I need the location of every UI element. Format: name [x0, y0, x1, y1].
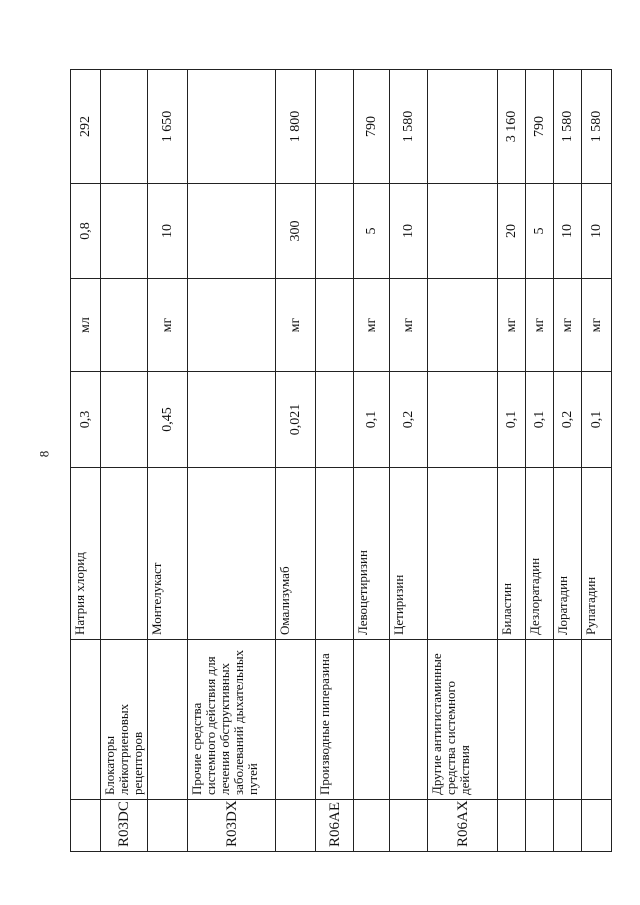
drug-name-cell: Монтелукаст: [148, 468, 188, 640]
price-cell: [188, 70, 276, 184]
atc-code-cell: [71, 800, 101, 852]
table-row: [101, 70, 148, 852]
drug-name-cell: [428, 468, 498, 640]
atc-code-cell: [390, 800, 428, 852]
quantity-cell: 10: [582, 184, 612, 279]
price-cell: [428, 70, 498, 184]
price-cell: [101, 70, 148, 184]
group-cell: [390, 640, 428, 800]
quantity-cell: 300: [276, 184, 316, 279]
dose-cell: 0,1: [498, 372, 526, 468]
unit-cell: мг: [390, 279, 428, 372]
group-cell: [498, 640, 526, 800]
quantity-cell: 10: [148, 184, 188, 279]
unit-cell: мг: [276, 279, 316, 372]
group-cell: [582, 640, 612, 800]
drug-name-cell: [316, 468, 354, 640]
unit-cell: мг: [526, 279, 554, 372]
table-row: [582, 70, 612, 852]
table-row: [71, 70, 101, 852]
dose-cell: [188, 372, 276, 468]
dose-cell: 0,1: [582, 372, 612, 468]
quantity-cell: [316, 184, 354, 279]
rotated-container: [70, 70, 604, 852]
drug-name-cell: Дезлоратадин: [526, 468, 554, 640]
atc-code-cell: [498, 800, 526, 852]
dose-cell: 0,1: [526, 372, 554, 468]
price-cell: [316, 70, 354, 184]
unit-cell: [316, 279, 354, 372]
group-cell: Производные пиперазина: [316, 640, 354, 800]
drug-table: [70, 69, 612, 852]
price-cell: 292: [71, 70, 101, 184]
drug-name-cell: Цетиризин: [390, 468, 428, 640]
group-cell: [354, 640, 390, 800]
price-cell: 790: [354, 70, 390, 184]
price-cell: 1 580: [390, 70, 428, 184]
table-row: [526, 70, 554, 852]
atc-code-cell: [276, 800, 316, 852]
quantity-cell: 20: [498, 184, 526, 279]
table-row: [354, 70, 390, 852]
atc-code-cell: R06AE: [316, 800, 354, 852]
table-wrapper: [70, 70, 604, 852]
table-row: [498, 70, 526, 852]
dose-cell: [101, 372, 148, 468]
atc-code-cell: [526, 800, 554, 852]
table-row: [390, 70, 428, 852]
unit-cell: мг: [582, 279, 612, 372]
table-row: [148, 70, 188, 852]
quantity-cell: 5: [354, 184, 390, 279]
quantity-cell: 5: [526, 184, 554, 279]
unit-cell: мг: [554, 279, 582, 372]
drug-name-cell: [188, 468, 276, 640]
price-cell: 1 800: [276, 70, 316, 184]
dose-cell: 0,021: [276, 372, 316, 468]
group-cell: Блокаторы лейкотриеновых рецепторов: [101, 640, 148, 800]
drug-name-cell: Левоцетиризин: [354, 468, 390, 640]
price-cell: 1 580: [582, 70, 612, 184]
quantity-cell: [188, 184, 276, 279]
quantity-cell: 10: [554, 184, 582, 279]
quantity-cell: 0,8: [71, 184, 101, 279]
atc-code-cell: [554, 800, 582, 852]
atc-code-cell: [148, 800, 188, 852]
unit-cell: мг: [498, 279, 526, 372]
dose-cell: [316, 372, 354, 468]
group-cell: [276, 640, 316, 800]
unit-cell: [188, 279, 276, 372]
dose-cell: 0,1: [354, 372, 390, 468]
atc-code-cell: [582, 800, 612, 852]
drug-name-cell: Биластин: [498, 468, 526, 640]
quantity-cell: 10: [390, 184, 428, 279]
unit-cell: [101, 279, 148, 372]
atc-code-cell: R03DX: [188, 800, 276, 852]
dose-cell: 0,3: [71, 372, 101, 468]
table-row: [276, 70, 316, 852]
dose-cell: 0,45: [148, 372, 188, 468]
price-cell: 3 160: [498, 70, 526, 184]
group-cell: [71, 640, 101, 800]
drug-name-cell: [101, 468, 148, 640]
unit-cell: мл: [71, 279, 101, 372]
atc-code-cell: R06AX: [428, 800, 498, 852]
table-row: [316, 70, 354, 852]
atc-code-cell: [354, 800, 390, 852]
unit-cell: мг: [354, 279, 390, 372]
unit-cell: мг: [148, 279, 188, 372]
table-row: [554, 70, 582, 852]
dose-cell: [428, 372, 498, 468]
price-cell: 1 650: [148, 70, 188, 184]
price-cell: 1 580: [554, 70, 582, 184]
drug-name-cell: Натрия хлорид: [71, 468, 101, 640]
page-number: 8: [36, 450, 52, 458]
group-cell: Прочие средства системного действия для лечения обструктивных заболеваний дыхательных путей: [188, 640, 276, 800]
drug-name-cell: Рупатадин: [582, 468, 612, 640]
table-row: [428, 70, 498, 852]
unit-cell: [428, 279, 498, 372]
price-cell: 790: [526, 70, 554, 184]
group-cell: [148, 640, 188, 800]
drug-name-cell: Лоратадин: [554, 468, 582, 640]
table-row: [188, 70, 276, 852]
group-cell: [554, 640, 582, 800]
dose-cell: 0,2: [390, 372, 428, 468]
group-cell: Другие антигистаминные средства системного действия: [428, 640, 498, 800]
dose-cell: 0,2: [554, 372, 582, 468]
atc-code-cell: R03DC: [101, 800, 148, 852]
drug-name-cell: Омализумаб: [276, 468, 316, 640]
quantity-cell: [428, 184, 498, 279]
group-cell: [526, 640, 554, 800]
quantity-cell: [101, 184, 148, 279]
